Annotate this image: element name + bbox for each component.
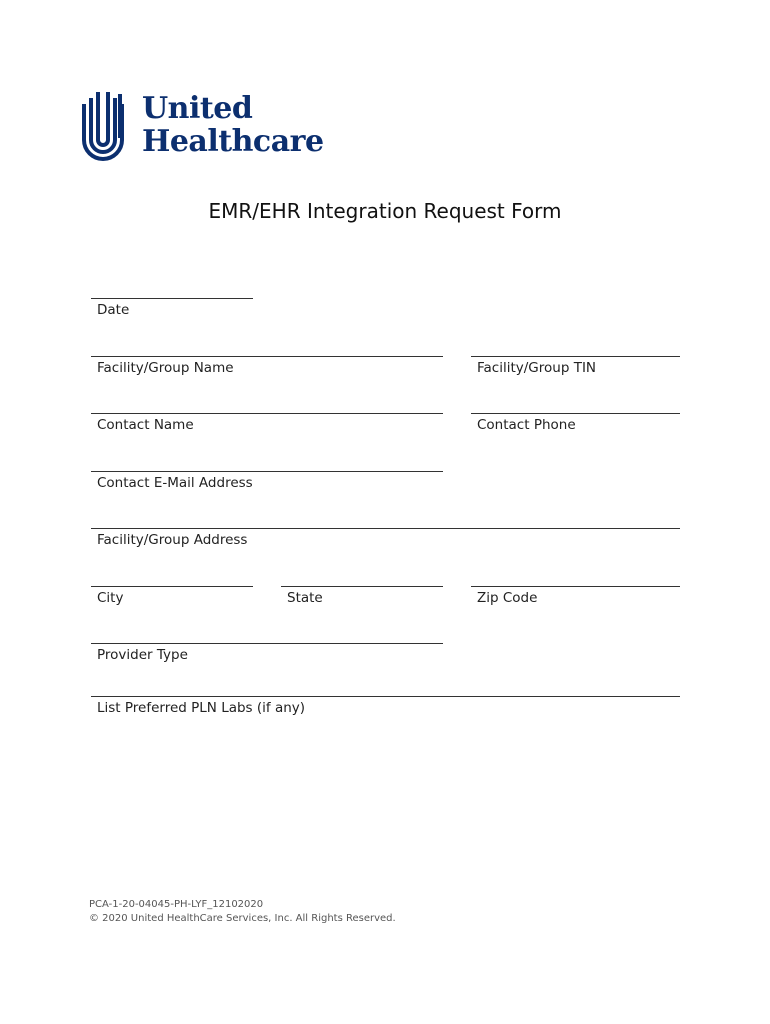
provider-type-label: Provider Type [97,647,188,663]
facility-name-field[interactable] [91,356,443,383]
brand-line-2: Healthcare [142,124,324,159]
city-field[interactable] [91,586,253,613]
uhc-shield-logo-icon [80,92,126,166]
facility-tin-label: Facility/Group TIN [477,360,597,376]
contact-phone-field[interactable] [471,413,680,440]
state-label: State [287,590,323,606]
footer [89,898,396,926]
state-field[interactable] [281,586,443,613]
preferred-labs-field[interactable] [91,696,680,723]
contact-email-label: Contact E-Mail Address [97,475,253,491]
form-title: EMR/EHR Integration Request Form [208,199,562,223]
zip-code-label: Zip Code [477,590,538,606]
unitedhealthcare-logo [80,91,324,168]
facility-address-field[interactable] [91,528,680,555]
facility-tin-field[interactable] [471,356,680,383]
brand-line-1: United [142,91,253,126]
provider-type-field[interactable] [91,643,443,670]
contact-name-field[interactable] [91,413,443,440]
city-label: City [97,590,124,606]
copyright: © 2020 United HealthCare Services, Inc. All Rights Reserved. [89,913,396,924]
date-label: Date [97,302,130,318]
facility-address-label: Facility/Group Address [97,532,248,548]
zip-code-field[interactable] [471,586,680,613]
facility-name-label: Facility/Group Name [97,360,234,376]
date-field[interactable] [91,298,253,325]
contact-phone-label: Contact Phone [477,417,576,433]
preferred-labs-label: List Preferred PLN Labs (if any) [97,700,306,716]
form-code: PCA-1-20-04045-PH-LYF_12102020 [89,899,264,910]
brand-wordmark [142,92,324,158]
contact-name-label: Contact Name [97,417,194,433]
contact-email-field[interactable] [91,471,443,498]
